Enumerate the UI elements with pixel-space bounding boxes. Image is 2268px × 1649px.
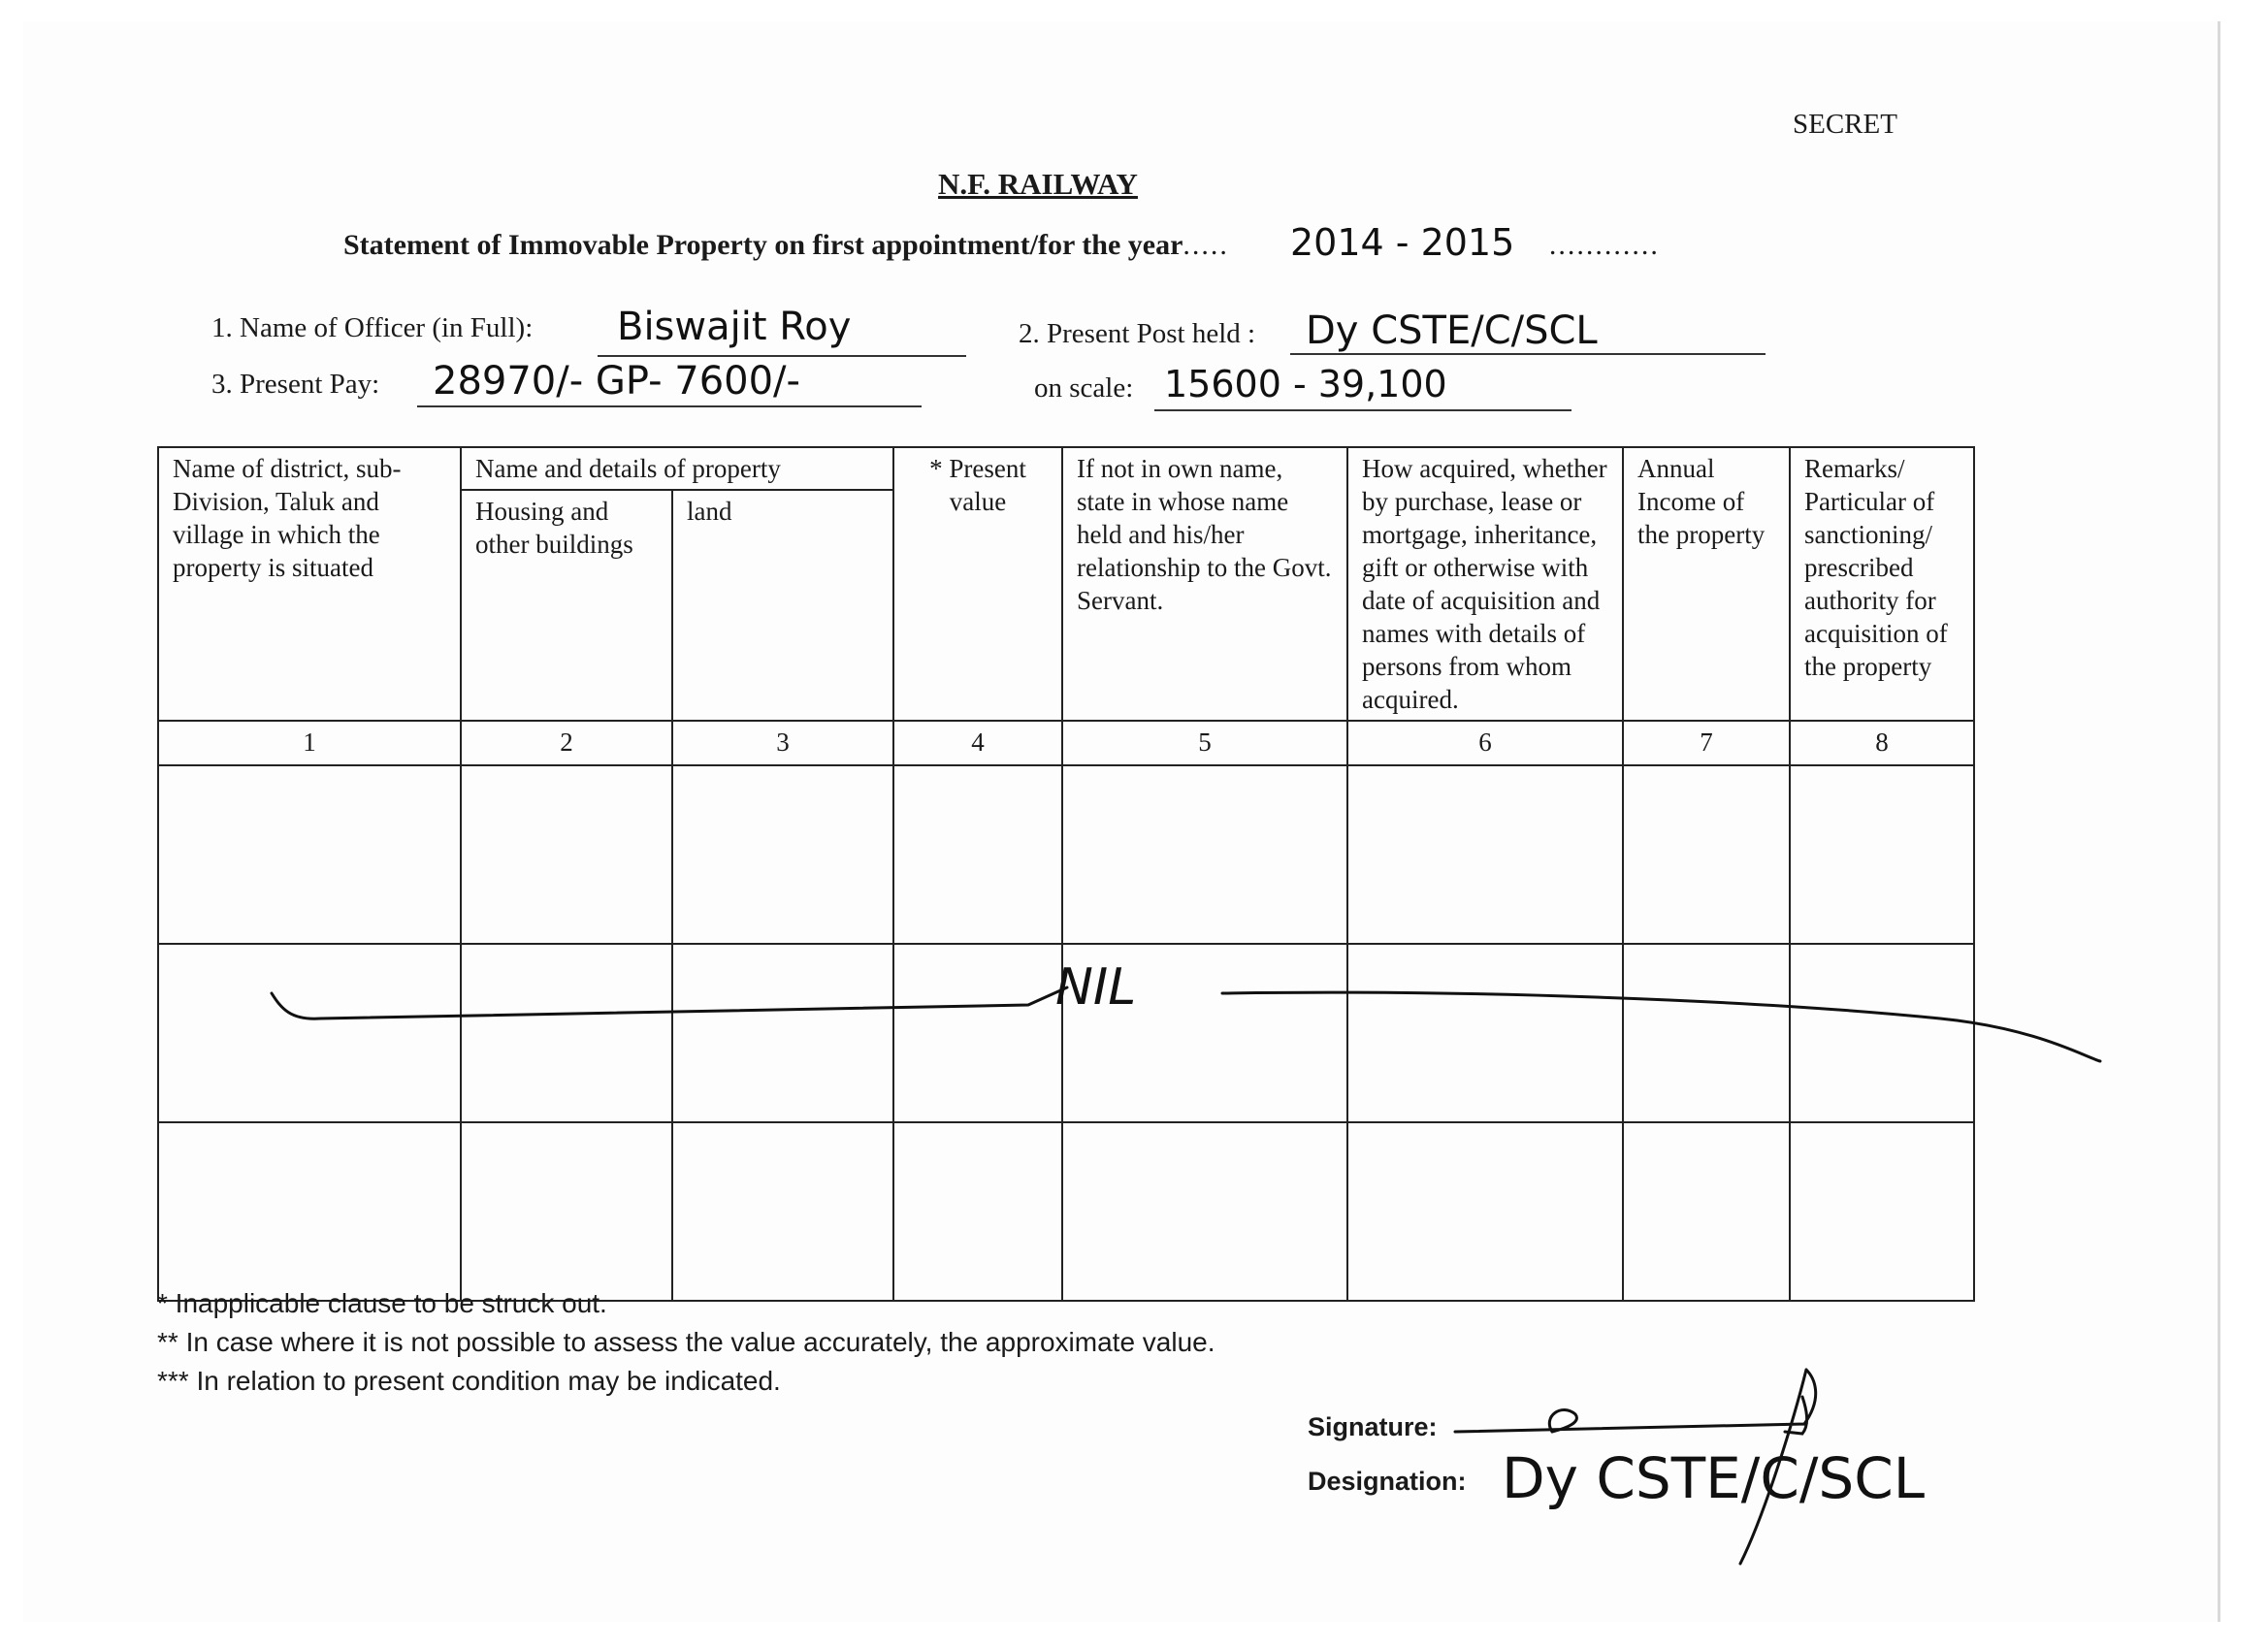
header-col6: How acquired, whether by purchase, lease or mortgage, inheritance, gift or otherwise with date of acquisition and names with details of persons from whom acquired. <box>1347 447 1623 721</box>
nil-mark: NIL <box>1055 958 1137 1017</box>
year-value: 2014 - 2015 <box>1290 221 1515 264</box>
statement-text: Statement of Immovable Property on first appointment/for the year <box>343 229 1183 261</box>
column-number: 3 <box>672 721 893 765</box>
organization-title: N.F. RAILWAY <box>938 167 1138 201</box>
column-number: 6 <box>1347 721 1623 765</box>
header-group: Name and details of property <box>461 447 893 490</box>
pay-value: 28970/- GP- 7600/- <box>433 359 800 404</box>
header-col1: Name of district, sub-Division, Taluk and village in which the property is situated <box>158 447 461 721</box>
footnotes <box>157 1284 1215 1401</box>
column-number: 2 <box>461 721 672 765</box>
post-value: Dy CSTE/C/SCL <box>1306 308 1598 353</box>
header-col7: Annual Income of the property <box>1623 447 1790 721</box>
footnote-item: *** In relation to present condition may be indicated. <box>157 1366 781 1396</box>
footnote-item: * Inapplicable clause to be struck out. <box>157 1288 607 1318</box>
name-value: Biswajit Roy <box>617 305 852 349</box>
post-label: 2. Present Post held : <box>1019 318 1256 349</box>
header-col2: Housing and other buildings <box>461 490 672 721</box>
scale-label: on scale: <box>1034 372 1134 404</box>
signature-label: Signature: <box>1308 1412 1438 1441</box>
header-col8: Remarks/ Particular of sanctioning/ prescribed authority for acquisition of the property <box>1790 447 1974 721</box>
footnote-item: ** In case where it is not possible to assess the value accurately, the approximate value. <box>157 1327 1215 1357</box>
designation-value: Dy CSTE/C/SCL <box>1502 1445 1926 1511</box>
column-number: 1 <box>158 721 461 765</box>
year-dots-trailing: ............ <box>1548 229 1660 261</box>
secret-label: SECRET <box>1793 109 1897 140</box>
column-number: 7 <box>1623 721 1790 765</box>
header-col5: If not in own name, state in whose name held and his/her relationship to the Govt. Servant. <box>1062 447 1347 721</box>
pay-label: 3. Present Pay: <box>211 369 380 400</box>
scale-value: 15600 - 39,100 <box>1164 363 1447 405</box>
name-label: 1. Name of Officer (in Full): <box>211 312 534 343</box>
header-col4: * Present value <box>893 447 1062 721</box>
column-number: 5 <box>1062 721 1347 765</box>
column-number: 4 <box>893 721 1062 765</box>
column-number: 8 <box>1790 721 1974 765</box>
designation-label: Designation: <box>1308 1467 1467 1496</box>
year-dots: ..... <box>1183 229 1229 261</box>
header-col3: land <box>672 490 893 721</box>
